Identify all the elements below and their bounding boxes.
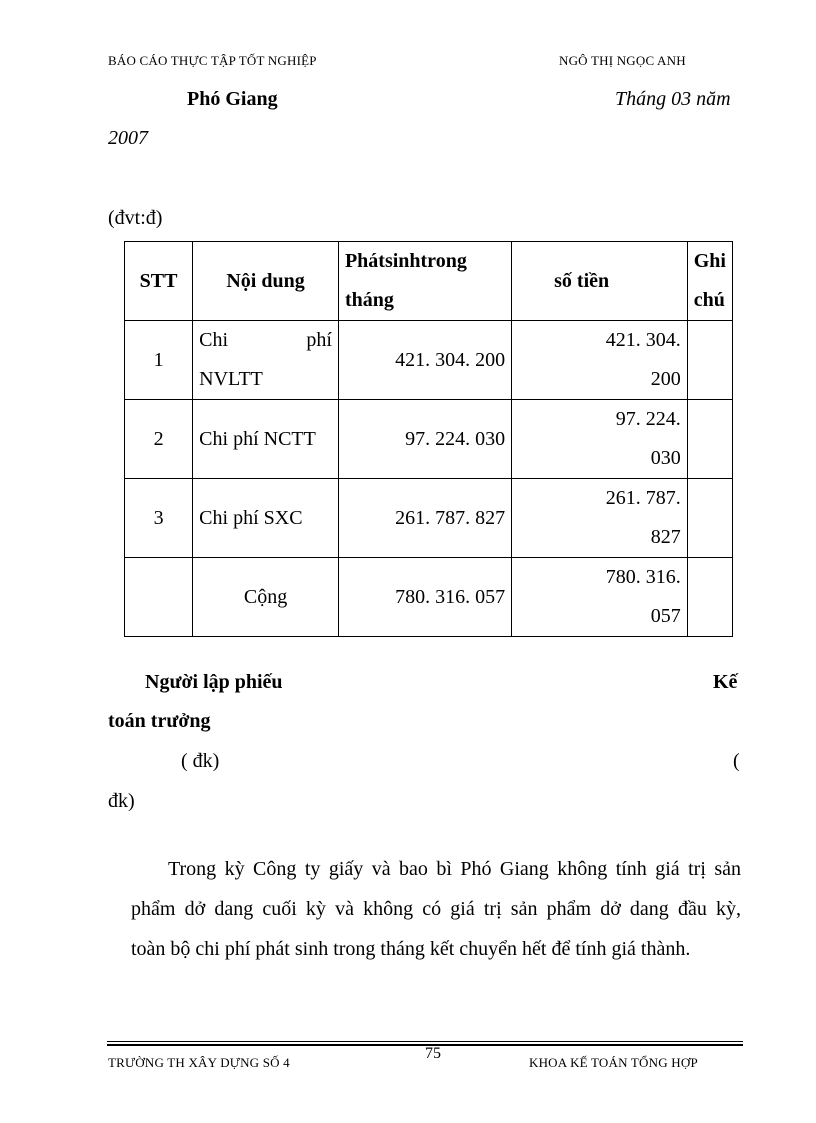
total-stt — [125, 558, 193, 637]
body-paragraph — [131, 849, 741, 969]
row1-noi-dung-c: NVLTT — [199, 368, 263, 390]
table-total-row — [125, 558, 733, 637]
cost-table — [124, 241, 733, 637]
row1-noi-dung-a: Chi — [199, 329, 229, 351]
signature-left-title: Người lập phiếu — [145, 671, 283, 693]
table-row — [125, 479, 733, 558]
header-phat-sinh — [338, 242, 511, 321]
total-ghi-chu — [687, 558, 732, 637]
table-row — [125, 400, 733, 479]
signature-right-title-b: toán trưởng — [108, 710, 211, 732]
footer-rule-top — [107, 1041, 743, 1042]
row2-stt: 2 — [125, 400, 193, 479]
header-noi-dung: Nội dung — [193, 242, 339, 321]
row1-stt: 1 — [125, 321, 193, 400]
row3-so-tien-a: 261. 787. — [605, 487, 681, 509]
row1-noi-dung — [193, 321, 339, 400]
header-ghi-chu — [687, 242, 732, 321]
footer-left-school: TRƯỜNG TH XÂY DỰNG SỐ 4 — [108, 1055, 290, 1070]
row2-phat-sinh: 97. 224. 030 — [338, 400, 511, 479]
header-phat-sinh-line1: Phátsinhtrong — [344, 250, 467, 272]
row2-ghi-chu — [687, 400, 732, 479]
table-header-row — [125, 242, 733, 321]
header-ghi-chu-line1: Ghi — [693, 250, 726, 272]
row3-so-tien — [512, 479, 688, 558]
unit-label: (đvt:đ) — [108, 207, 163, 229]
row2-so-tien-a: 97. 224. — [615, 408, 681, 430]
paragraph-line-1: Trong kỳ Công ty giấy và bao bì Phó Giang không tính giá trị sản — [168, 858, 741, 880]
date-part-1: Tháng 03 năm — [615, 88, 731, 110]
row2-so-tien-b: 030 — [650, 447, 681, 469]
signature-right-note-b: đk) — [108, 790, 135, 812]
header-phat-sinh-line2: tháng — [344, 289, 394, 311]
table-row — [125, 321, 733, 400]
header-stt: STT — [125, 242, 193, 321]
total-so-tien-a: 780. 316. — [605, 566, 681, 588]
row1-phat-sinh: 421. 304. 200 — [338, 321, 511, 400]
header-left-title: BÁO CÁO THỰC TẬP TỐT NGHIỆP — [108, 53, 317, 68]
row1-ghi-chu — [687, 321, 732, 400]
row1-so-tien-b: 200 — [650, 368, 681, 390]
row3-stt: 3 — [125, 479, 193, 558]
row1-so-tien-a: 421. 304. — [605, 329, 681, 351]
row1-so-tien — [512, 321, 688, 400]
row3-phat-sinh: 261. 787. 827 — [338, 479, 511, 558]
row2-so-tien — [512, 400, 688, 479]
signature-right-note-a: ( — [733, 750, 740, 772]
row3-so-tien-b: 827 — [650, 526, 681, 548]
row1-noi-dung-b: phí — [306, 329, 332, 351]
page-number: 75 — [425, 1045, 441, 1062]
date-part-2: 2007 — [108, 127, 148, 149]
row3-ghi-chu — [687, 479, 732, 558]
footer-right-faculty: KHOA KẾ TOÁN TỔNG HỢP — [529, 1055, 698, 1070]
row2-noi-dung: Chi phí NCTT — [193, 400, 339, 479]
header-so-tien: số tiền — [512, 242, 688, 321]
total-label: Cộng — [193, 558, 339, 637]
total-phat-sinh: 780. 316. 057 — [338, 558, 511, 637]
signature-right-title-a: Kế — [713, 671, 738, 693]
company-name: Phó Giang — [187, 88, 278, 110]
signature-left-note: ( đk) — [181, 750, 220, 772]
paragraph-line-2: phẩm dở dang cuối kỳ và không có giá trị sản phẩm dở dang đầu kỳ, — [131, 898, 741, 920]
total-so-tien — [512, 558, 688, 637]
header-right-author: NGÔ THỊ NGỌC ANH — [559, 53, 686, 68]
row3-noi-dung: Chi phí SXC — [193, 479, 339, 558]
header-ghi-chu-line2: chú — [693, 289, 725, 311]
paragraph-line-3: toàn bộ chi phí phát sinh trong tháng kết chuyển hết để tính giá thành. — [131, 938, 691, 960]
total-so-tien-b: 057 — [650, 605, 681, 627]
